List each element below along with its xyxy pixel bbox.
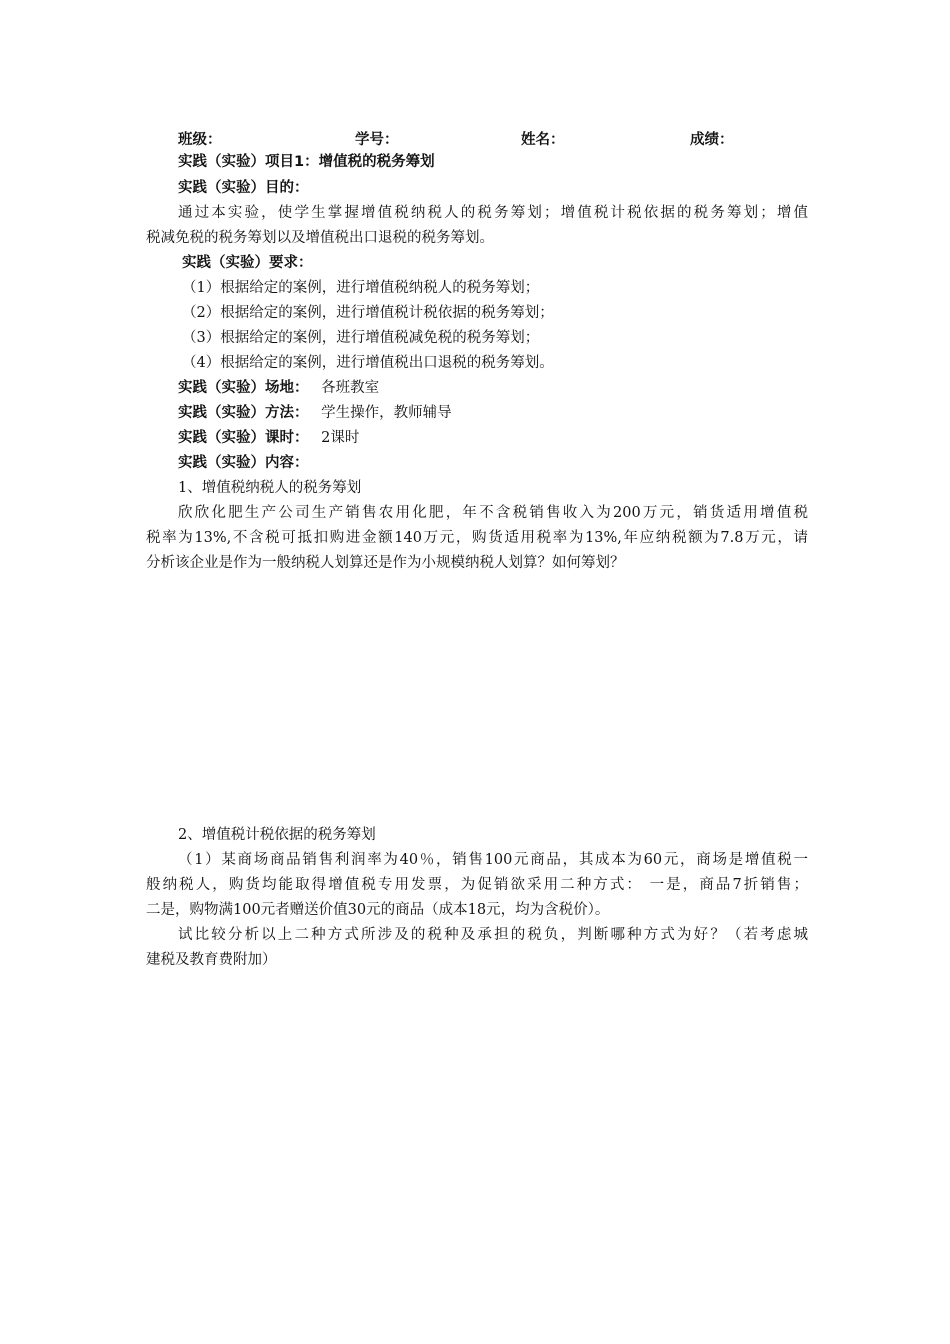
section2-title: 2、增值税计税依据的税务筹划 (178, 827, 376, 843)
venue-value: 各班教室 (321, 380, 380, 396)
class-label: 班级： (178, 132, 222, 148)
method-value: 学生操作，教师辅导 (321, 405, 452, 421)
section1-line3: 分析该企业是作为一般纳税人划算还是作为小规模纳税人划算？如何筹划？ (146, 555, 625, 571)
purpose-text-line2: 税减免税的税务筹划以及增值税出口退税的税务筹划。 (146, 230, 494, 246)
section2-p1-line3: 二是，购物满100元者赠送价值30元的商品（成本18元，均为含税价）。 (146, 902, 610, 918)
requirement-item-2: （2）根据给定的案例，进行增值税计税依据的税务筹划； (182, 305, 554, 321)
requirement-item-4: （4）根据给定的案例，进行增值税出口退税的税务筹划。 (182, 355, 554, 371)
project-title: 实践（实验）项目1：增值税的税务筹划 (178, 154, 435, 170)
requirements-label: 实践（实验）要求： (182, 255, 313, 271)
method-row (178, 403, 452, 423)
section2-p1-line1: （1）某商场商品销售利润率为40％，销售100元商品，其成本为60元，商场是增值税一 (178, 852, 808, 868)
section2-p2-line2: 建税及教育费附加） (146, 952, 277, 968)
venue-label: 实践（实验）场地： (178, 380, 309, 396)
student-id-label: 学号： (355, 132, 399, 148)
section2-p2-line1: 试比较分析以上二种方式所涉及的税种及承担的税负，判断哪种方式为好？（若考虑城 (178, 927, 808, 943)
requirement-item-3: （3）根据给定的案例，进行增值税减免税的税务筹划； (182, 330, 540, 346)
section1-line1: 欣欣化肥生产公司生产销售农用化肥，年不含税销售收入为200万元，销货适用增值税 (178, 505, 808, 521)
hours-row (178, 428, 359, 448)
section1-line2: 税率为13%,不含税可抵扣购进金额140万元，购货适用税率为13%,年应纳税额为7.8万元，请 (146, 530, 808, 546)
section2-p1-line2: 般纳税人，购货均能取得增值税专用发票，为促销欲采用二种方式： 一是，商品7折销售； (146, 877, 808, 893)
requirement-item-1: （1）根据给定的案例，进行增值税纳税人的税务筹划； (182, 280, 540, 296)
name-label: 姓名： (521, 132, 565, 148)
score-label: 成绩： (690, 132, 734, 148)
hours-label: 实践（实验）课时： (178, 430, 309, 446)
hours-value: 2课时 (321, 430, 360, 446)
method-label: 实践（实验）方法： (178, 405, 309, 421)
purpose-text-line1: 通过本实验，使学生掌握增值税纳税人的税务筹划；增值税计税依据的税务筹划；增值 (178, 205, 808, 221)
content-label: 实践（实验）内容： (178, 455, 309, 471)
purpose-label: 实践（实验）目的： (178, 180, 309, 196)
section1-title: 1、增值税纳税人的税务筹划 (178, 480, 362, 496)
venue-row (178, 378, 379, 398)
